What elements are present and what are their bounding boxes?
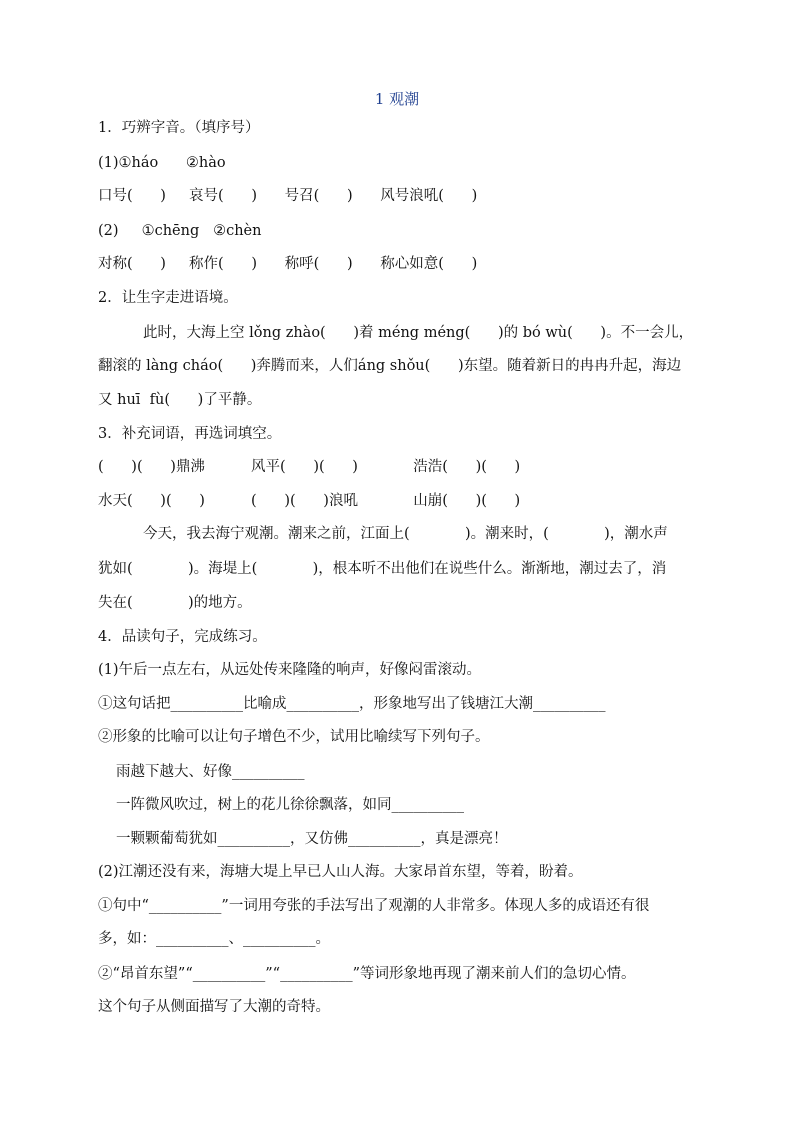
q1-part1-pinyin: (1)①háo ②hào [98, 155, 226, 171]
q3-passage-line1: 今天，我去海宁观潮。潮来之前，江面上( )。潮来时，( )，潮水声 [143, 526, 668, 542]
q4-1-item2: ②形象的比喻可以让句子增色不少，试用比喻续写下列句子。 [98, 729, 490, 745]
q3-heading: 3．补充词语，再选词填空。 [98, 426, 282, 442]
q4-sentence2: (2)江潮还没有来，海塘大堤上早已人山人海。大家昂首东望，等着，盼着。 [98, 864, 583, 880]
q2-passage-line1: 此时，大海上空 lǒng zhào( )着 méng méng( )的 bó wù( )。不一会儿， [143, 325, 694, 341]
page-title: 1 观潮 [374, 90, 420, 108]
q1-heading: 1．巧辨字音。（填序号） [98, 120, 260, 136]
q4-1-item1: ①这句话把__________比喻成__________，形象地写出了钱塘江大潮__________ [98, 696, 606, 712]
q3-idioms-row1: ( )( )鼎沸 风平( )( ) 浩浩( )( ) [98, 459, 521, 475]
q4-1-simile3: 一颗颗葡萄犹如__________，又仿佛__________，真是漂亮！ [116, 831, 508, 847]
q4-sentence1: (1)午后一点左右，从远处传来隆隆的响声，好像闷雷滚动。 [98, 662, 482, 678]
q4-1-simile2: 一阵微风吹过，树上的花儿徐徐飘落，如同__________ [116, 797, 464, 813]
q2-passage-line3: 又 huī fù( )了平静。 [98, 392, 262, 408]
q2-passage-line2: 翻滚的 làng cháo( )奔腾而来，人们áng shǒu( )东望。随着新日的冉冉升起，海边 [98, 358, 682, 374]
q1-part1-words: 口号( ) 哀号( ) 号召( ) 风号浪吼( ) [98, 188, 478, 204]
q3-idioms-row2: 水天( )( ) ( )( )浪吼 山崩( )( ) [98, 493, 521, 509]
q1-part2-words: 对称( ) 称作( ) 称呼( ) 称心如意( ) [98, 256, 478, 272]
q4-2-item2-line2: 这个句子从侧面描写了大潮的奇特。 [98, 999, 330, 1015]
q3-passage-line3: 失在( )的地方。 [98, 595, 252, 611]
q4-1-simile1: 雨越下越大、好像__________ [116, 764, 305, 780]
q2-heading: 2．让生字走进语境。 [98, 290, 238, 306]
q4-2-item1-line1: ①句中“__________”一词用夸张的手法写出了观潮的人非常多。体现人多的成语还有很 [98, 898, 650, 914]
q4-heading: 4．品读句子，完成练习。 [98, 629, 267, 645]
q1-part2-pinyin: (2) ①chēng ②chèn [98, 223, 262, 239]
q3-passage-line2: 犹如( )。海堤上( )，根本听不出他们在说些什么。渐渐地，潮过去了，消 [98, 561, 667, 577]
q4-2-item1-line2: 多，如：__________、__________。 [98, 931, 330, 947]
q4-2-item2-line1: ②“昂首东望”“__________”“__________”等词形象地再现了潮来前人们的急切心情。 [98, 966, 636, 982]
